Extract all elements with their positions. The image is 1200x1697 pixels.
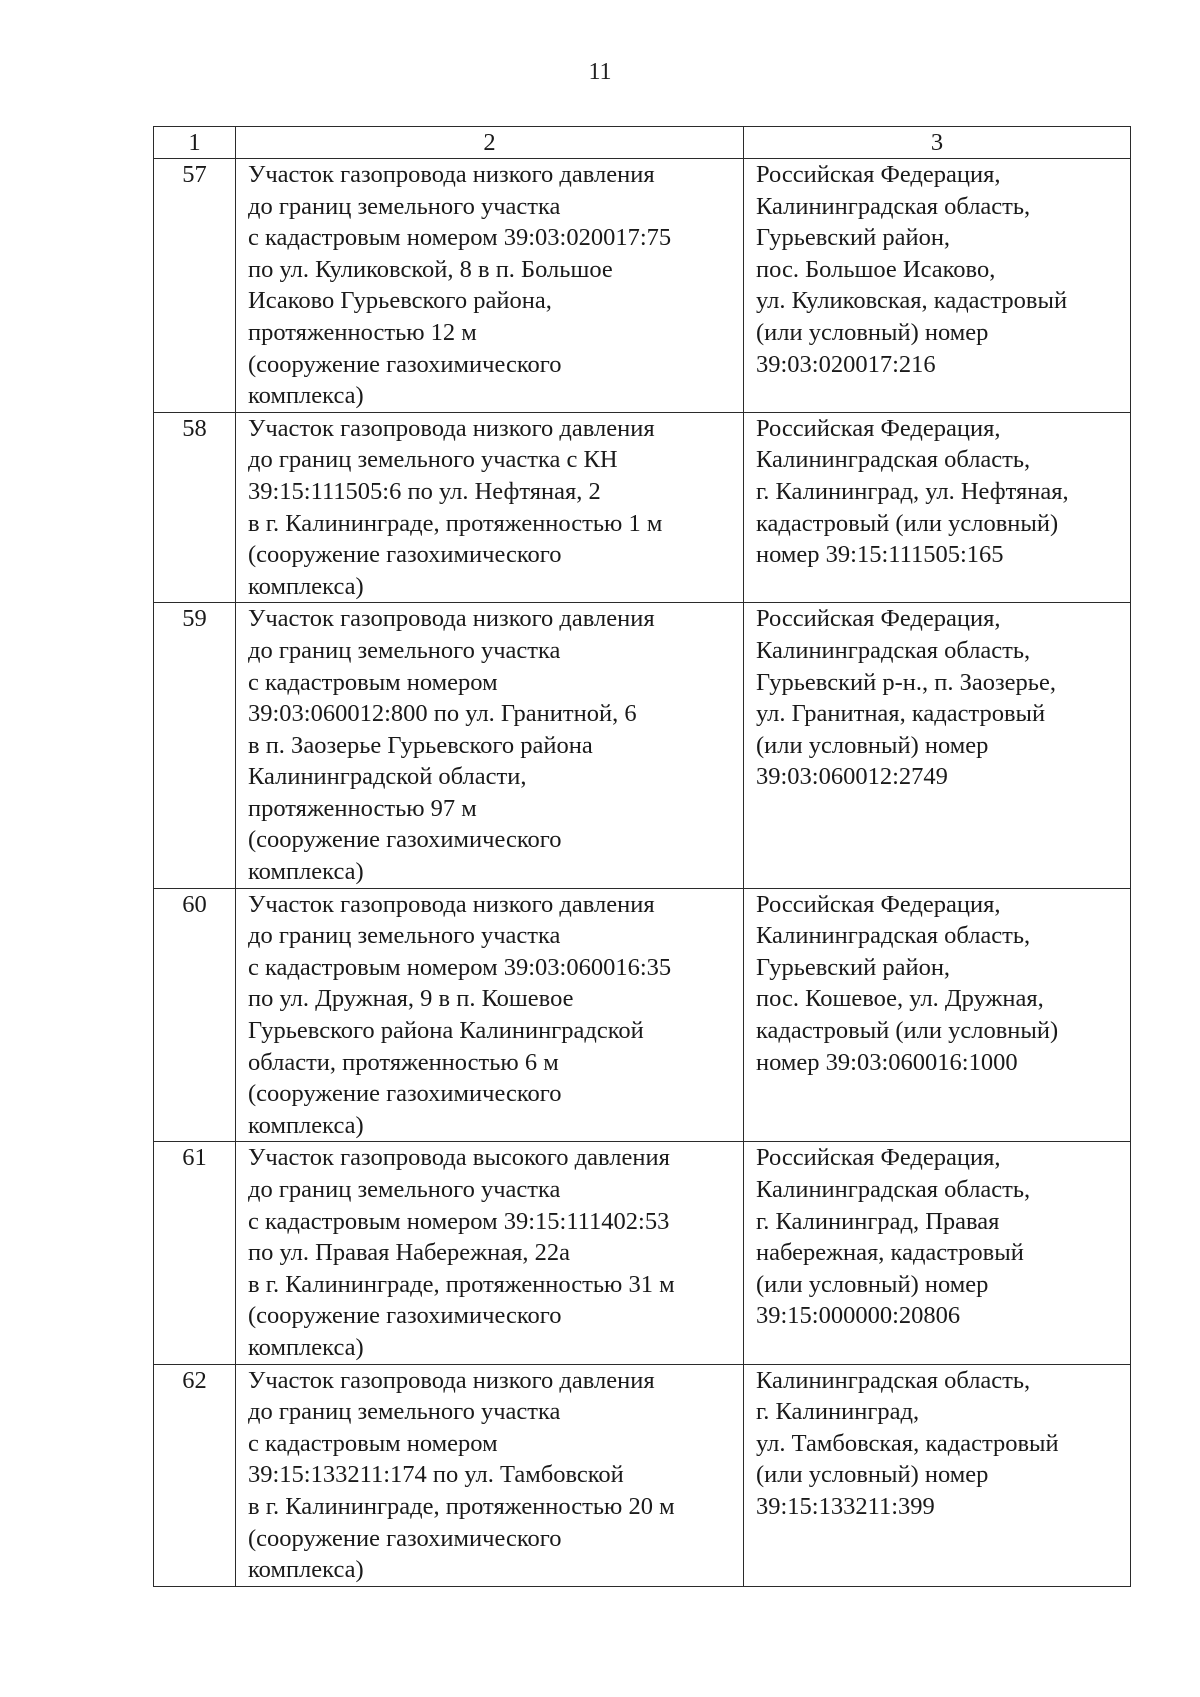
table-row xyxy=(154,1142,1131,1364)
table-row xyxy=(154,1364,1131,1586)
table-header-row xyxy=(154,127,1131,159)
row-number: 59 xyxy=(154,603,236,888)
object-address: Российская Федерация, Калининградская область, г. Калининград, Правая набережная, кадастровый (или условный) номер 39:15:000000:20806 xyxy=(744,1142,1131,1364)
table-row xyxy=(154,159,1131,413)
objects-table xyxy=(153,126,1131,1587)
row-number: 61 xyxy=(154,1142,236,1364)
object-description: Участок газопровода низкого давления до границ земельного участка с КН 39:15:111505:6 по ул. Нефтяная, 2 в г. Калининграде, протяженностью 1 м (сооружение газохимического комплекса) xyxy=(236,412,744,603)
column-header-address: 3 xyxy=(744,127,1131,159)
table-row xyxy=(154,603,1131,888)
object-description: Участок газопровода высокого давления до границ земельного участка с кадастровым номером 39:15:111402:53 по ул. Правая Набережная, 22а в г. Калининграде, протяженностью 31 м (сооружение газохимического комплекса) xyxy=(236,1142,744,1364)
page-number: 11 xyxy=(588,59,612,85)
object-address: Российская Федерация, Калининградская область, Гурьевский р-н., п. Заозерье, ул. Гранитная, кадастровый (или условный) номер 39:03:060012:2749 xyxy=(744,603,1131,888)
row-number: 57 xyxy=(154,159,236,413)
object-address: Российская Федерация, Калининградская область, Гурьевский район, пос. Кошевое, ул. Дружная, кадастровый (или условный) номер 39:03:060016:1000 xyxy=(744,888,1131,1142)
table-row xyxy=(154,412,1131,603)
object-description: Участок газопровода низкого давления до границ земельного участка с кадастровым номером 39:03:060016:35 по ул. Дружная, 9 в п. Кошевое Гурьевского района Калининградской области, протяженностью 6 м (сооружение газохимического комплекса) xyxy=(236,888,744,1142)
object-description: Участок газопровода низкого давления до границ земельного участка с кадастровым номером 39:03:060012:800 по ул. Гранитной, 6 в п. Заозерье Гурьевского района Калининградской области, протяженностью 97 м (сооружение газохимического комплекса) xyxy=(236,603,744,888)
row-number: 60 xyxy=(154,888,236,1142)
object-address: Российская Федерация, Калининградская область, Гурьевский район, пос. Большое Исаково, ул. Куликовская, кадастровый (или условный) номер 39:03:020017:216 xyxy=(744,159,1131,413)
object-address: Российская Федерация, Калининградская область, г. Калининград, ул. Нефтяная, кадастровый (или условный) номер 39:15:111505:165 xyxy=(744,412,1131,603)
table-row xyxy=(154,888,1131,1142)
row-number: 62 xyxy=(154,1364,236,1586)
column-header-number: 1 xyxy=(154,127,236,159)
object-address: Калининградская область, г. Калининград, ул. Тамбовская, кадастровый (или условный) номер 39:15:133211:399 xyxy=(744,1364,1131,1586)
column-header-description: 2 xyxy=(236,127,744,159)
object-description: Участок газопровода низкого давления до границ земельного участка с кадастровым номером 39:03:020017:75 по ул. Куликовской, 8 в п. Большое Исаково Гурьевского района, протяженностью 12 м (сооружение газохимического комплекса) xyxy=(236,159,744,413)
object-description: Участок газопровода низкого давления до границ земельного участка с кадастровым номером 39:15:133211:174 по ул. Тамбовской в г. Калининграде, протяженностью 20 м (сооружение газохимического комплекса) xyxy=(236,1364,744,1586)
row-number: 58 xyxy=(154,412,236,603)
